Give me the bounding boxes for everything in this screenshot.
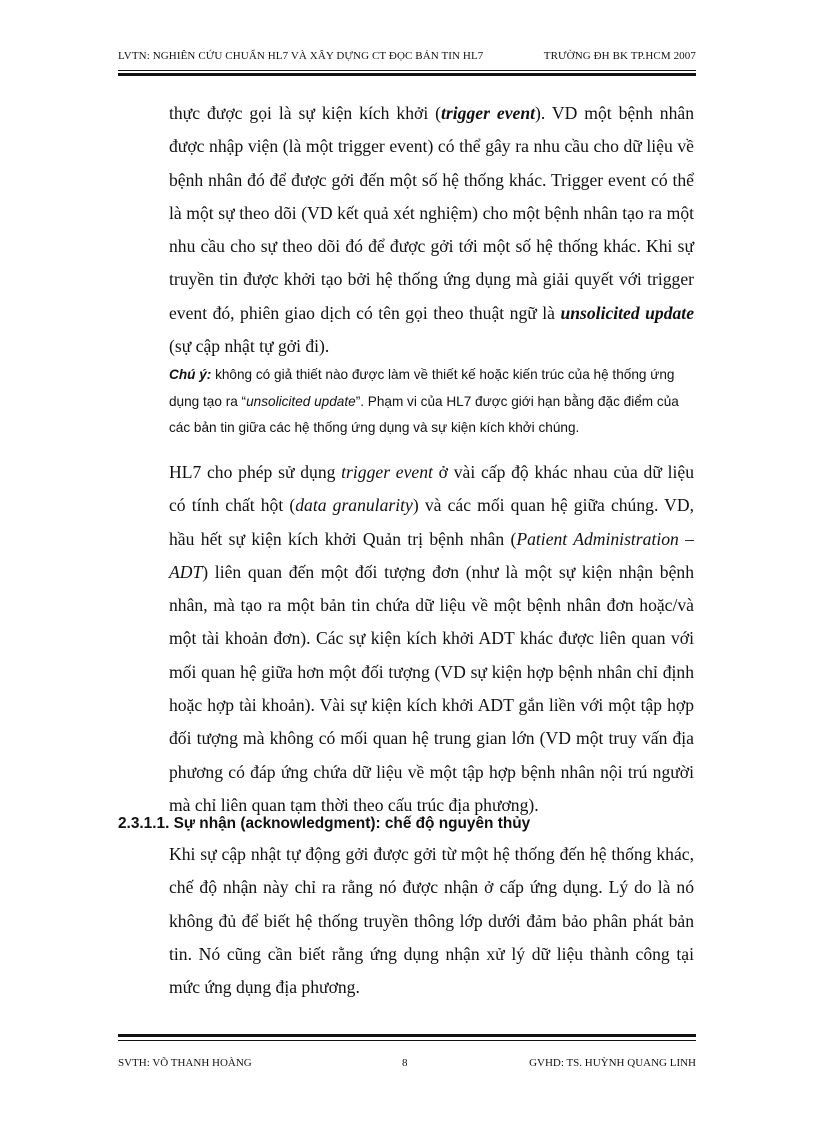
- italic-term: trigger event: [341, 462, 433, 482]
- note-label: Chú ý:: [169, 367, 212, 382]
- text: ) liên quan đến một đối tượng đơn (như là một sự kiện nhận bệnh nhân, mà tạo ra một bản tin chứa dữ liệu về một bệnh nhân đơn hoặc/và một tài khoản đơn). Các sự kiện kích khởi ADT khác được liên quan với mối quan hệ giữa hơn một đối tượng (VD sự kiện hợp bệnh nhân chỉ định hoặc hợp tài khoản). Vài sự kiện kích khởi ADT gắn liền với một tập hợp đối tượng mà không có mối quan hệ trung gian lớn (VD một truy vấn địa phương có đáp ứng chứa dữ liệu về một tập hợp bệnh nhân nội trú người mà chỉ liên quan tạm thời theo cấu trúc địa phương).: [169, 561, 694, 815]
- section-heading: 2.3.1.1. Sự nhận (acknowledgment): chế độ nguyên thủy: [118, 815, 531, 832]
- paragraph-3: Khi sự cập nhật tự động gởi được gởi từ một hệ thống đến hệ thống khác, chế độ nhận này chỉ ra rằng nó được nhận ở cấp ứng dụng. Lý do là nó không đủ để biết hệ thống truyền thông lớp dưới đảm bảo phân phát bản tin. Nó cũng cần biết rằng ứng dụng nhận xử lý dữ liệu thành công tại mức ứng dụng địa phương.: [169, 844, 694, 998]
- header-right: TRƯỜNG ĐH BK TP.HCM 2007: [543, 50, 696, 62]
- header-rule: [118, 70, 696, 71]
- footer-rule-thick: [118, 1034, 696, 1037]
- text: không có giả thiết nào được làm về thiết kế hoặc kiến trúc của hệ thống ứng dụng tạo ra “: [169, 367, 675, 409]
- bold-italic-term: trigger event: [441, 103, 535, 123]
- footer-rule: [118, 1040, 696, 1041]
- text: thực được gọi là sự kiện kích khởi (: [169, 103, 442, 123]
- page-header: [118, 50, 696, 62]
- bold-italic-term: unsolicited update: [560, 302, 695, 323]
- paragraph-1: [169, 97, 694, 363]
- text: HL7 cho phép sử dụng: [169, 462, 342, 482]
- footer-advisor: GVHD: TS. HUỲNH QUANG LINH: [529, 1057, 696, 1069]
- footer-student: SVTH: VÕ THANH HOÀNG: [118, 1057, 252, 1069]
- paragraph-2: [169, 456, 694, 822]
- text: ) và các mối quan hệ giữa chúng. VD, hầu hết sự kiện kích khởi Quản trị bệnh nhân (: [169, 495, 694, 549]
- italic-term: Patient Administration – ADT: [169, 528, 694, 582]
- text: ). VD một bệnh nhân được nhập viện (là một trigger event) có thể gây ra nhu cầu cho dữ liệu về bệnh nhân đó để được gởi đến một số hệ thống khác. Trigger event có thể là một sự theo dõi (VD kết quả xét nghiệm) cho một bệnh nhân tạo ra một nhu cầu cho sự theo dõi đó để được gởi tới một số hệ thống khác. Khi sự truyền tin được khởi tạo bởi hệ thống ứng dụng mà giải quyết với trigger event đó, phiên giao dịch có tên gọi theo thuật ngữ là: [169, 103, 695, 323]
- page-number: 8: [402, 1057, 408, 1069]
- header-left: LVTN: NGHIÊN CỨU CHUẨN HL7 VÀ XÂY DỰNG CT ĐỌC BẢN TIN HL7: [118, 50, 484, 62]
- text: (sự cập nhật tự gởi đi).: [169, 336, 330, 357]
- note-block: [169, 362, 699, 442]
- header-rule-thick: [118, 73, 696, 76]
- italic-term: unsolicited update: [246, 393, 356, 409]
- text: ở vài cấp độ khác nhau của dữ liệu có tính chất hột (: [169, 462, 694, 516]
- italic-term: data granularity: [295, 495, 413, 516]
- text: ”. Phạm vi của HL7 được giới hạn bằng đặc điểm của các bản tin giữa các hệ thống ứng dụng và sự kiện kích khởi chúng.: [169, 393, 679, 436]
